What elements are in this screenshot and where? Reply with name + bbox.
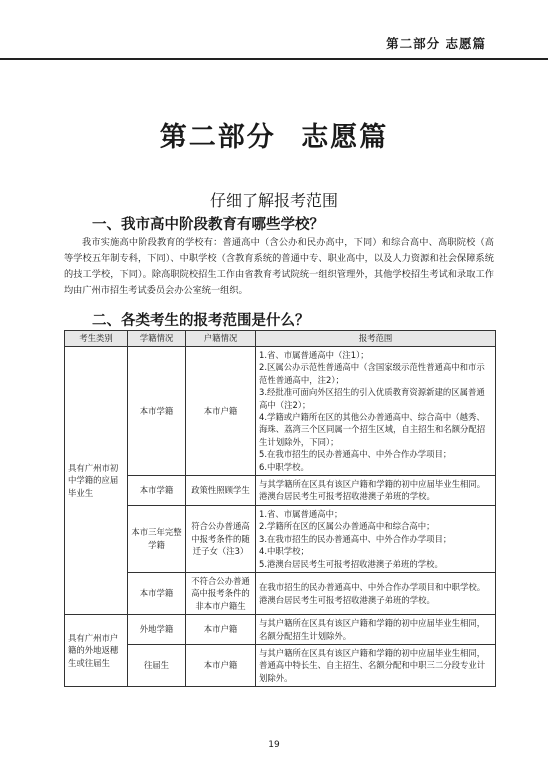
part-title: 第二部分 志愿篇 bbox=[159, 122, 389, 153]
table-row bbox=[65, 505, 496, 572]
scope-cell bbox=[256, 476, 496, 506]
scope-line: 2.区属公办示范性普通高中（含国家级示范性普通高中和市示范性普通高中，注2）； bbox=[259, 362, 485, 385]
table-row bbox=[65, 615, 496, 645]
scope-line: 1.省、市属普通高中（注1）； bbox=[259, 350, 369, 360]
scope-line: 5.在我市招生的民办普通高中、中外合作办学项目； bbox=[259, 449, 452, 460]
xueji-cell: 本市三年完整学籍 bbox=[128, 505, 186, 572]
xueji-cell: 本市学籍 bbox=[128, 476, 186, 506]
scope-line: 2.学籍所在区的区属公办普通高中和综合高中； bbox=[259, 521, 435, 532]
table-row bbox=[65, 572, 496, 614]
table-row bbox=[65, 347, 496, 476]
scope-line: 与其学籍所在区具有该区户籍和学籍的初中应届毕业生相同。港澳台居民考生可报考招收港澳子弟班的学校。 bbox=[259, 479, 486, 502]
xueji-cell: 本市学籍 bbox=[128, 347, 186, 476]
category-cell: 具有广州市户籍的外地返穗生或往届生 bbox=[65, 615, 128, 687]
scope-cell bbox=[256, 572, 496, 614]
scope-line: 6.中职学校。 bbox=[259, 461, 309, 472]
section-title: 仔细了解报考范围 bbox=[209, 191, 338, 210]
huji-cell: 不符合公办普通高中报考条件的非本市户籍生 bbox=[186, 572, 256, 614]
scope-cell bbox=[256, 347, 496, 476]
page-number: 19 bbox=[268, 740, 280, 750]
header-huji: 户籍情况 bbox=[186, 331, 256, 347]
table-row bbox=[65, 644, 496, 686]
scope-line: 5.港澳台居民考生可报考招收港澳子弟班的学校。 bbox=[259, 558, 443, 569]
running-header: 第二部分 志愿篇 bbox=[386, 36, 486, 51]
scope-line: 3.经批准可面向外区招生的引入优质教育资源新建的区属普通高中（注2）； bbox=[259, 387, 485, 410]
huji-cell: 本市户籍 bbox=[186, 347, 256, 476]
scope-line: 与其户籍所在区具有该区户籍和学籍的初中应届毕业生相同，名额分配招生计划除外。 bbox=[259, 618, 486, 641]
header-scope: 报考范围 bbox=[256, 331, 496, 347]
scope-line: 与其户籍所在区具有该区户籍和学籍的初中应届毕业生相同，普通高中特长生、自主招生、名额分配和中职三二分段专业计划除外。 bbox=[259, 647, 486, 683]
huji-cell: 符合公办普通高中报考条件的随迁子女（注3） bbox=[186, 505, 256, 572]
xueji-cell: 外地学籍 bbox=[128, 615, 186, 645]
xueji-cell: 往届生 bbox=[128, 644, 186, 686]
header-rule bbox=[0, 58, 548, 60]
scope-line: 3.在我市招生的民办普通高中、中外合作办学项目； bbox=[259, 533, 452, 544]
scope-line: 4.学籍或户籍所在区的其他公办普通高中、综合高中（越秀、海珠、荔湾三个区同属一个招生区域，自主招生和名额分配招生计划除外，下同）； bbox=[259, 412, 486, 447]
scope-cell bbox=[256, 505, 496, 572]
header-xueji: 学籍情况 bbox=[128, 331, 186, 347]
eligibility-table bbox=[64, 330, 496, 687]
huji-cell: 政策性照顾学生 bbox=[186, 476, 256, 506]
scope-line: 1.省、市属普通高中； bbox=[259, 508, 343, 519]
header-category: 考生类别 bbox=[65, 331, 128, 347]
table-row bbox=[65, 476, 496, 506]
question1-heading: 一、我市高中阶段教育有哪些学校？ bbox=[92, 217, 324, 233]
scope-cell bbox=[256, 644, 496, 686]
scope-cell bbox=[256, 615, 496, 645]
question1-paragraph: 我市实施高中阶段教育的学校有：普通高中（含公办和民办高中，下同）和综合高中、高职院校（高等学校五年制专科，下同）、中职学校（含教育系统的普通中专、职业高中，以及人力资源和社会保障系统的技工学校，下同）。除高职院校招生工作由省教育考试院统一组织管理外，其他学校招生考试和录取工作均由广州市招生考试委员会办公室统一组织。 bbox=[64, 237, 494, 296]
scope-line: 在我市招生的民办普通高中、中外合作办学项目和中职学校。港澳台居民考生可报考招收港澳子弟班的学校。 bbox=[259, 582, 486, 605]
huji-cell: 本市户籍 bbox=[186, 615, 256, 645]
question2-heading: 二、各类考生的报考范围是什么？ bbox=[92, 313, 310, 329]
category-cell: 具有广州市初中学籍的应届毕业生 bbox=[65, 347, 128, 615]
scope-line: 4.中职学校； bbox=[259, 546, 309, 557]
xueji-cell: 本市学籍 bbox=[128, 572, 186, 614]
huji-cell: 本市户籍 bbox=[186, 644, 256, 686]
table-header-row bbox=[65, 331, 496, 347]
